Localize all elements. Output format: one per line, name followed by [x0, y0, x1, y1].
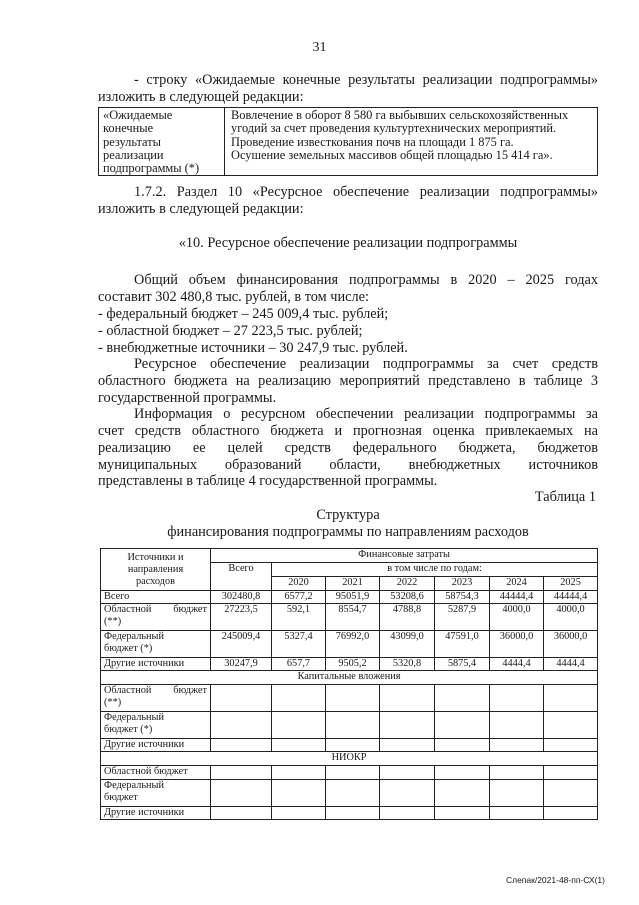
- para3-line-3: реализацию ее целей средств федерального бюджета, бюджетов: [98, 440, 598, 456]
- item-federal: - федеральный бюджет – 245 009,4 тыс. рублей;: [98, 306, 389, 322]
- empty-cell: [435, 766, 490, 780]
- row-label-line: Федеральный: [104, 631, 164, 642]
- empty-cell: [544, 685, 598, 712]
- cell-value: 53208,6: [380, 591, 435, 604]
- cell-value: 5320,8: [380, 658, 435, 671]
- row-label: Областной бюджет: [101, 766, 211, 780]
- empty-cell: [380, 780, 435, 807]
- para2-line-2: областного бюджета на реализацию мероприятий представлено в таблице 3: [98, 373, 598, 389]
- financing-table: [100, 548, 598, 820]
- empty-cell: [326, 766, 380, 780]
- table-row: [101, 591, 598, 604]
- empty-cell: [380, 712, 435, 739]
- cell-value: 5327,4: [272, 631, 326, 658]
- header-costs: Финансовые затраты: [211, 549, 598, 563]
- expected-results-label: [99, 108, 225, 175]
- item-extra: - внебюджетные источники – 30 247,9 тыс. рублей.: [98, 340, 408, 356]
- table-row: [101, 712, 598, 739]
- empty-cell: [326, 685, 380, 712]
- empty-cell: [380, 807, 435, 820]
- table-row: [101, 604, 598, 631]
- empty-cell: [380, 766, 435, 780]
- section-title: «10. Ресурсное обеспечение реализации подпрограммы: [178, 235, 518, 251]
- result-line: угодий за счет проведения культуртехнических мероприятий.: [231, 121, 557, 136]
- row-label-line: Областной бюджет: [104, 685, 207, 696]
- empty-cell: [544, 739, 598, 752]
- cell-value: 44444,4: [544, 591, 598, 604]
- cell-value: 245009,4: [211, 631, 272, 658]
- cell-value: 302480,8: [211, 591, 272, 604]
- para3-line-2: счет средств областного бюджета и прогнозная оценка привлекаемых на: [98, 423, 598, 439]
- expected-results-text: [225, 108, 597, 175]
- row-label-line: (**): [104, 616, 122, 627]
- cell-value: 4444,4: [490, 658, 544, 671]
- header-by-years: в том числе по годам:: [272, 563, 598, 577]
- header-year: 2025: [544, 577, 598, 591]
- empty-cell: [380, 739, 435, 752]
- label-line: результаты: [103, 134, 161, 149]
- empty-cell: [326, 780, 380, 807]
- table-row: [101, 739, 598, 752]
- cell-value: 592,1: [272, 604, 326, 631]
- row-label: Всего: [101, 591, 211, 604]
- row-label-line: бюджет (*): [104, 643, 153, 654]
- empty-cell: [326, 712, 380, 739]
- cell-value: 30247,9: [211, 658, 272, 671]
- intro-line-2: изложить в следующей редакции:: [98, 89, 304, 105]
- cell-value: 44444,4: [490, 591, 544, 604]
- header-year: 2022: [380, 577, 435, 591]
- para3-line-4: муниципальных образований области, внебюджетных источников: [98, 457, 598, 473]
- section-intro-line-2: изложить в следующей редакции:: [98, 201, 304, 217]
- header-year: 2024: [490, 577, 544, 591]
- row-label-line: бюджет: [104, 792, 138, 803]
- empty-cell: [490, 807, 544, 820]
- empty-cell: [435, 807, 490, 820]
- empty-cell: [211, 807, 272, 820]
- empty-cell: [544, 807, 598, 820]
- para1-line-2: составит 302 480,8 тыс. рублей, в том числе:: [98, 289, 369, 305]
- empty-cell: [435, 780, 490, 807]
- row-label: Другие источники: [101, 658, 211, 671]
- cell-value: 27223,5: [211, 604, 272, 631]
- cell-value: 4788,8: [380, 604, 435, 631]
- empty-cell: [272, 712, 326, 739]
- para2-line-1: Ресурсное обеспечение реализации подпрограммы за счет средств: [134, 356, 598, 372]
- para2-line-3: государственной программы.: [98, 390, 277, 406]
- cell-value: 4000,0: [490, 604, 544, 631]
- header-sources-line: направления: [127, 563, 184, 575]
- row-label: Другие источники: [101, 739, 211, 752]
- para3-line-5: представлены в таблице 4 государственной программы.: [98, 473, 438, 489]
- empty-cell: [490, 766, 544, 780]
- empty-cell: [272, 739, 326, 752]
- empty-cell: [211, 685, 272, 712]
- footer-document-code: Слепак/2021-48-пп-СХ(1): [505, 875, 605, 885]
- cell-value: 47591,0: [435, 631, 490, 658]
- table-row: [101, 807, 598, 820]
- row-label-line: (**): [104, 697, 122, 708]
- empty-cell: [272, 807, 326, 820]
- cell-value: 5287,9: [435, 604, 490, 631]
- header-year: 2020: [272, 577, 326, 591]
- row-label: [101, 604, 211, 631]
- table-row: [101, 780, 598, 807]
- row-label-line: бюджет (*): [104, 724, 153, 735]
- empty-cell: [211, 780, 272, 807]
- label-line: реализации: [103, 147, 164, 162]
- empty-cell: [490, 780, 544, 807]
- cell-value: 4444,4: [544, 658, 598, 671]
- cell-value: 58754,3: [435, 591, 490, 604]
- empty-cell: [490, 685, 544, 712]
- table-row: [101, 658, 598, 671]
- cell-value: 36000,0: [490, 631, 544, 658]
- empty-cell: [544, 712, 598, 739]
- row-label: Другие источники: [101, 807, 211, 820]
- empty-cell: [435, 712, 490, 739]
- empty-cell: [272, 685, 326, 712]
- cell-value: 76992,0: [326, 631, 380, 658]
- cell-value: 43099,0: [380, 631, 435, 658]
- empty-cell: [211, 739, 272, 752]
- label-line: конечные: [103, 121, 154, 136]
- row-label: [101, 685, 211, 712]
- header-total: Всего: [211, 563, 272, 591]
- para3-line-1: Информация о ресурсном обеспечении реализации подпрограммы за: [134, 406, 598, 422]
- header-year: 2021: [326, 577, 380, 591]
- empty-cell: [326, 739, 380, 752]
- empty-cell: [435, 739, 490, 752]
- empty-cell: [490, 739, 544, 752]
- table-label: Таблица 1: [534, 489, 596, 505]
- row-label: [101, 712, 211, 739]
- row-label-line: Областной бюджет: [104, 604, 207, 615]
- label-line: подпрограммы (*): [103, 161, 200, 176]
- cell-value: 5875,4: [435, 658, 490, 671]
- empty-cell: [544, 780, 598, 807]
- expected-results-box: [98, 107, 598, 176]
- empty-cell: [211, 712, 272, 739]
- table-row: [101, 685, 598, 712]
- empty-cell: [272, 780, 326, 807]
- result-line: Вовлечение в оборот 8 580 га выбывших сельскохозяйственных: [231, 108, 569, 122]
- cell-value: 6577,2: [272, 591, 326, 604]
- header-sources-line: расходов: [135, 575, 175, 587]
- section-intro-line-1: 1.7.2. Раздел 10 «Ресурсное обеспечение реализации подпрограммы»: [134, 184, 598, 200]
- header-sources: [101, 549, 211, 591]
- cell-value: 9505,2: [326, 658, 380, 671]
- row-label-line: Федеральный: [104, 780, 164, 791]
- empty-cell: [272, 766, 326, 780]
- table-row: [101, 631, 598, 658]
- header-year: 2023: [435, 577, 490, 591]
- page-number: 31: [312, 40, 327, 55]
- intro-line-1: - строку «Ожидаемые конечные результаты реализации подпрограммы»: [134, 72, 598, 88]
- cell-value: 657,7: [272, 658, 326, 671]
- cell-value: 8554,7: [326, 604, 380, 631]
- row-label: [101, 631, 211, 658]
- row-label: [101, 780, 211, 807]
- cell-value: 4000,0: [544, 604, 598, 631]
- empty-cell: [211, 766, 272, 780]
- para1-line-1: Общий объем финансирования подпрограммы в 2020 – 2025 годах: [134, 272, 598, 288]
- empty-cell: [490, 712, 544, 739]
- row-label-line: Федеральный: [104, 712, 164, 723]
- table-row: [101, 766, 598, 780]
- cell-value: 95051,9: [326, 591, 380, 604]
- item-regional: - областной бюджет – 27 223,5 тыс. рублей;: [98, 323, 363, 339]
- empty-cell: [380, 685, 435, 712]
- table-title-line-2: финансирования подпрограммы по направлениям расходов: [167, 524, 529, 540]
- empty-cell: [326, 807, 380, 820]
- cell-value: 36000,0: [544, 631, 598, 658]
- label-line: «Ожидаемые: [103, 108, 173, 122]
- header-sources-line: Источники и: [127, 551, 184, 563]
- section-niokr-header: НИОКР: [101, 752, 598, 766]
- empty-cell: [544, 766, 598, 780]
- table-title-line-1: Структура: [316, 507, 380, 523]
- result-line: Осушение земельных массивов общей площадью 15 414 га».: [231, 147, 553, 162]
- section-capital-header: Капитальные вложения: [101, 671, 598, 685]
- result-line: Проведение известкования почв на площади 1 875 га.: [231, 134, 514, 149]
- empty-cell: [435, 685, 490, 712]
